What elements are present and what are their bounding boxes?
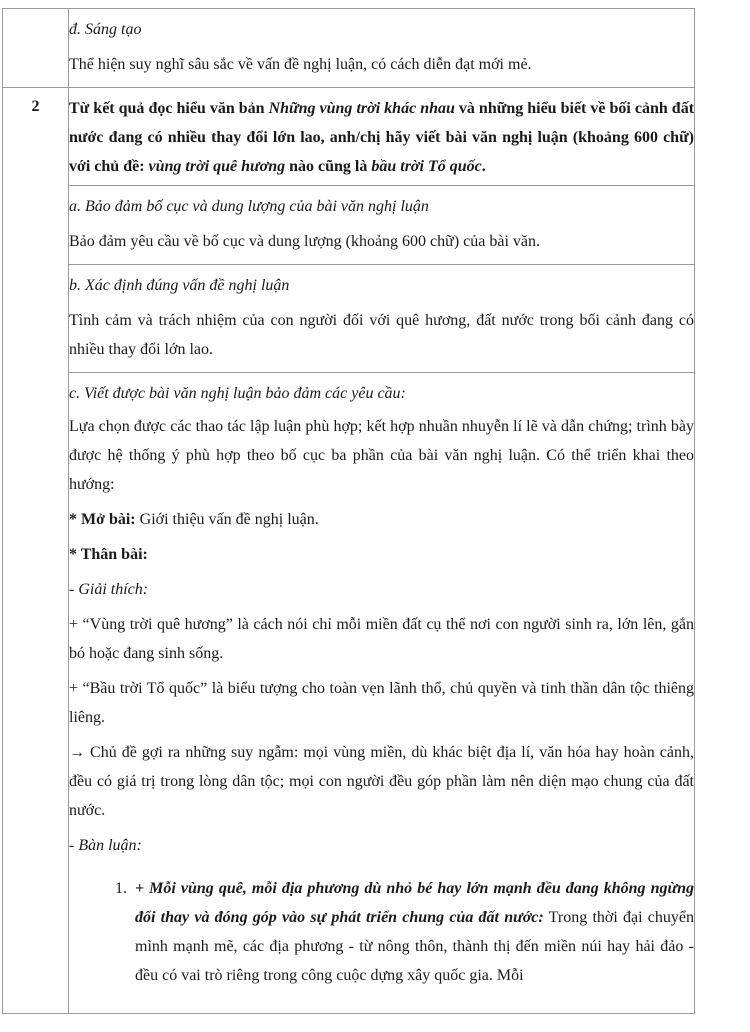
rubric-row-structure: [3, 186, 695, 265]
giai-thich-label: - Giải thích:: [69, 581, 149, 598]
criterion-cell: [69, 9, 695, 88]
giai-thich-point-2: + “Bầu trời Tổ quốc” là biểu tượng cho toàn vẹn lãnh thổ, chủ quyền và tinh thần dân tộc thiêng liêng.: [69, 680, 694, 726]
prompt-text-title: Những vùng trời khác nhau: [268, 100, 455, 117]
criterion-title: đ. Sáng tạo: [69, 21, 142, 38]
prompt-text: nào cũng là: [285, 158, 372, 175]
list-item-body: Trong thời đại chuyển mình mạnh mẽ, các địa phương - từ nông thôn, thành thị đến miền núi hay hải đảo - đều có vai trò riêng trong công cuộc dựng xây quốc gia. Mỗi: [135, 909, 694, 984]
essay-intro: Lựa chọn được các thao tác lập luận phù hợp; kết hợp nhuần nhuyễn lí lẽ và dẫn chứng; trình bày được hệ thống ý phù hợp theo bố cục ba phần của bài văn nghị luận. Có thể triển khai theo hướng:: [69, 418, 694, 493]
question-row-2: [3, 88, 695, 186]
giai-thich-point-1: + “Vùng trời quê hương” là cách nói chỉ mỗi miền đất cụ thể nơi con người sinh ra, lớn lên, gắn bó hoặc đang sinh sống.: [69, 616, 694, 662]
prompt-theme: bầu trời Tổ quốc: [371, 158, 482, 175]
mo-bai-label: * Mở bài:: [69, 511, 136, 528]
prompt-text: Từ kết quả đọc hiểu văn bản: [69, 100, 269, 117]
question-number-cell: [3, 88, 69, 1014]
giai-thich-conclusion: → Chủ đề gợi ra những suy ngẫm: mọi vùng miền, dù khác biệt địa lí, văn hóa hay hoàn cảnh, đều có giá trị trong lòng dân tộc; mọi con người đều góp phần làm nên diện mạo chung của đất nước.: [69, 744, 694, 819]
criterion-description: Thể hiện suy nghĩ sâu sắc về vấn đề nghị luận, có cách diễn đạt mới mẻ.: [69, 56, 532, 73]
row-number-cell: [3, 9, 69, 88]
prompt-theme: vùng trời quê hương: [148, 158, 286, 175]
criterion-title: b. Xác định đúng vấn đề nghị luận: [69, 277, 290, 294]
question-number: 2: [31, 98, 40, 115]
question-prompt-cell: [69, 88, 695, 186]
rubric-row-creativity: [3, 9, 695, 88]
list-item-heading: + Mỗi vùng quê, mỗi địa phương dù nhỏ bé hay lớn mạnh đều đang không ngừng đổi thay và đóng góp vào sự phát triển chung của đất nước:: [135, 880, 694, 926]
prompt-text: và những hiểu biết về bối cảnh đất nước đang có nhiều thay đổi lớn lao, anh/chị hãy viết bài văn nghị luận (khoảng 600 chữ) với chủ đề:: [69, 100, 695, 175]
list-item: [69, 874, 694, 990]
rubric-row-issue: [3, 265, 695, 373]
rubric-row-essay-requirements: [3, 373, 695, 1014]
criterion-cell: [69, 373, 695, 1014]
criterion-description: Tình cảm và trách nhiệm của con người đối với quê hương, đất nước trong bối cảnh đang có nhiều thay đổi lớn lao.: [69, 312, 694, 358]
criterion-title: c. Viết được bài văn nghị luận bảo đảm các yêu cầu:: [69, 385, 406, 402]
prompt-text: .: [481, 158, 486, 175]
criterion-cell: [69, 265, 695, 373]
than-bai-label: * Thân bài:: [69, 546, 148, 563]
ban-luan-label: - Bàn luận:: [69, 837, 142, 854]
grading-rubric-table: [2, 8, 695, 1014]
list-item-text: [135, 874, 694, 990]
question-prompt: [69, 88, 694, 185]
list-marker: 1.: [115, 880, 127, 897]
criterion-cell: [69, 186, 695, 265]
criterion-description: Bảo đảm yêu cầu về bố cục và dung lượng (khoảng 600 chữ) của bài văn.: [69, 233, 540, 250]
mo-bai: [69, 505, 694, 534]
criterion-title: a. Bảo đảm bố cục và dung lượng của bài văn nghị luận: [69, 198, 429, 215]
mo-bai-text: Giới thiệu vấn đề nghị luận.: [135, 511, 319, 528]
